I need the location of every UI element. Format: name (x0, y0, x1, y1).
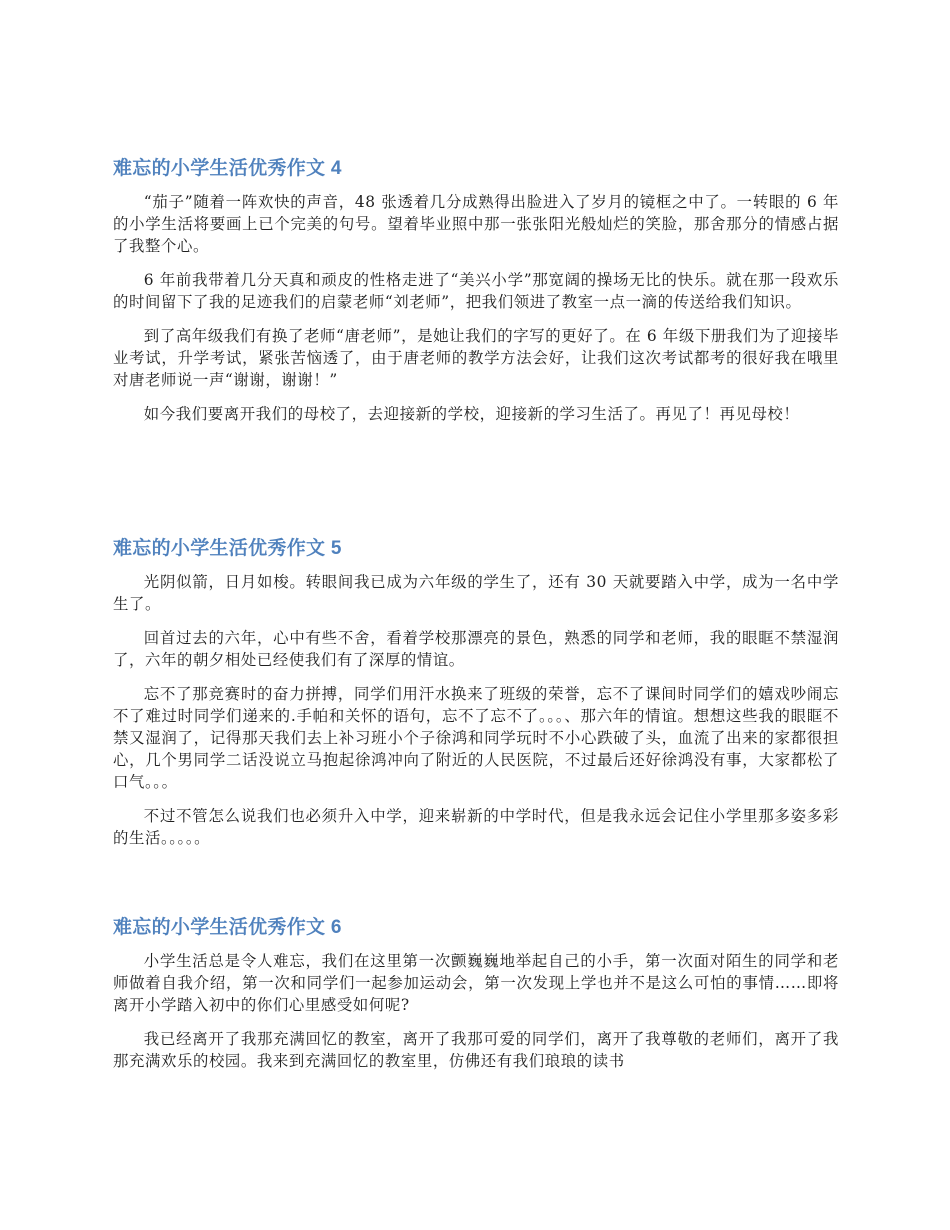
essay-section-6 (113, 916, 839, 1084)
paragraph: 我已经离开了我那充满回忆的教室，离开了我那可爱的同学们，离开了我尊敬的老师们，离开了我那充满欢乐的校园。我来到充满回忆的教室里，仿佛还有我们琅琅的读书 (113, 1030, 839, 1070)
section-body (113, 571, 839, 849)
section-body (113, 191, 839, 425)
paragraph: “茄子”随着一阵欢快的声音，48 张透着几分成熟得出脸进入了岁月的镜框之中了。一转眼的 6 年的小学生活将要画上已个完美的句号。望着毕业照中那一张张阳光般灿烂的笑脸，那舍那分的情感占据了我整个心。 (113, 193, 839, 255)
section-heading: 难忘的小学生活优秀作文 6 (113, 917, 342, 938)
paragraph: 光阴似箭，日月如梭。转眼间我已成为六年级的学生了，还有 30 天就要踏入中学，成为一名中学生了。 (113, 573, 839, 613)
paragraph: 如今我们要离开我们的母校了，去迎接新的学校，迎接新的学习生活了。再见了！再见母校！ (143, 405, 800, 423)
section-heading: 难忘的小学生活优秀作文 4 (113, 158, 342, 179)
section-body (113, 950, 839, 1072)
essay-section-4 (113, 157, 839, 437)
paragraph: 6 年前我带着几分天真和顽皮的性格走进了“美兴小学”那宽阔的操场无比的快乐。就在那一段欢乐的时间留下了我的足迹我们的启蒙老师“刘老师”，把我们领进了教室一点一滴的传送给我们知识。 (113, 271, 839, 311)
paragraph: 小学生活总是令人难忘，我们在这里第一次颤巍巍地举起自己的小手，第一次面对陌生的同学和老师做着自我介绍，第一次和同学们一起参加运动会，第一次发现上学也并不是这么可怕的事情……即将离开小学踏入初中的你们心里感受如何呢? (113, 952, 839, 1014)
paragraph: 回首过去的六年，心中有些不舍，看着学校那漂亮的景色，熟悉的同学和老师，我的眼眶不禁湿润了，六年的朝夕相处已经使我们有了深厚的情谊。 (113, 629, 839, 669)
section-heading: 难忘的小学生活优秀作文 5 (113, 538, 342, 559)
paragraph: 不过不管怎么说我们也必须升入中学，迎来崭新的中学时代，但是我永远会记住小学里那多姿多彩的生活。。。。。 (113, 807, 839, 847)
paragraph: 忘不了那竞赛时的奋力拼搏，同学们用汗水换来了班级的荣誉，忘不了课间时同学们的嬉戏吵闹忘不了难过时同学们递来的.手帕和关怀的语句，忘不了忘不了。。。、那六年的情谊。想想这些我的眼眶不禁又湿润了，记得那天我们去上补习班小个子徐鸿和同学玩时不小心跌破了头，血流了出来的家都很担心，几个男同学二话没说立马抱起徐鸿冲向了附近的人民医院，不过最后还好徐鸿没有事，大家都松了口气。。。 (113, 685, 839, 791)
paragraph: 到了高年级我们有换了老师“唐老师”，是她让我们的字写的更好了。在 6 年级下册我们为了迎接毕业考试，升学考试，紧张苦恼透了，由于唐老师的教学方法会好，让我们这次考试都考的很好我在哦里对唐老师说一声“谢谢，谢谢！” (113, 327, 839, 389)
essay-section-5 (113, 537, 839, 861)
